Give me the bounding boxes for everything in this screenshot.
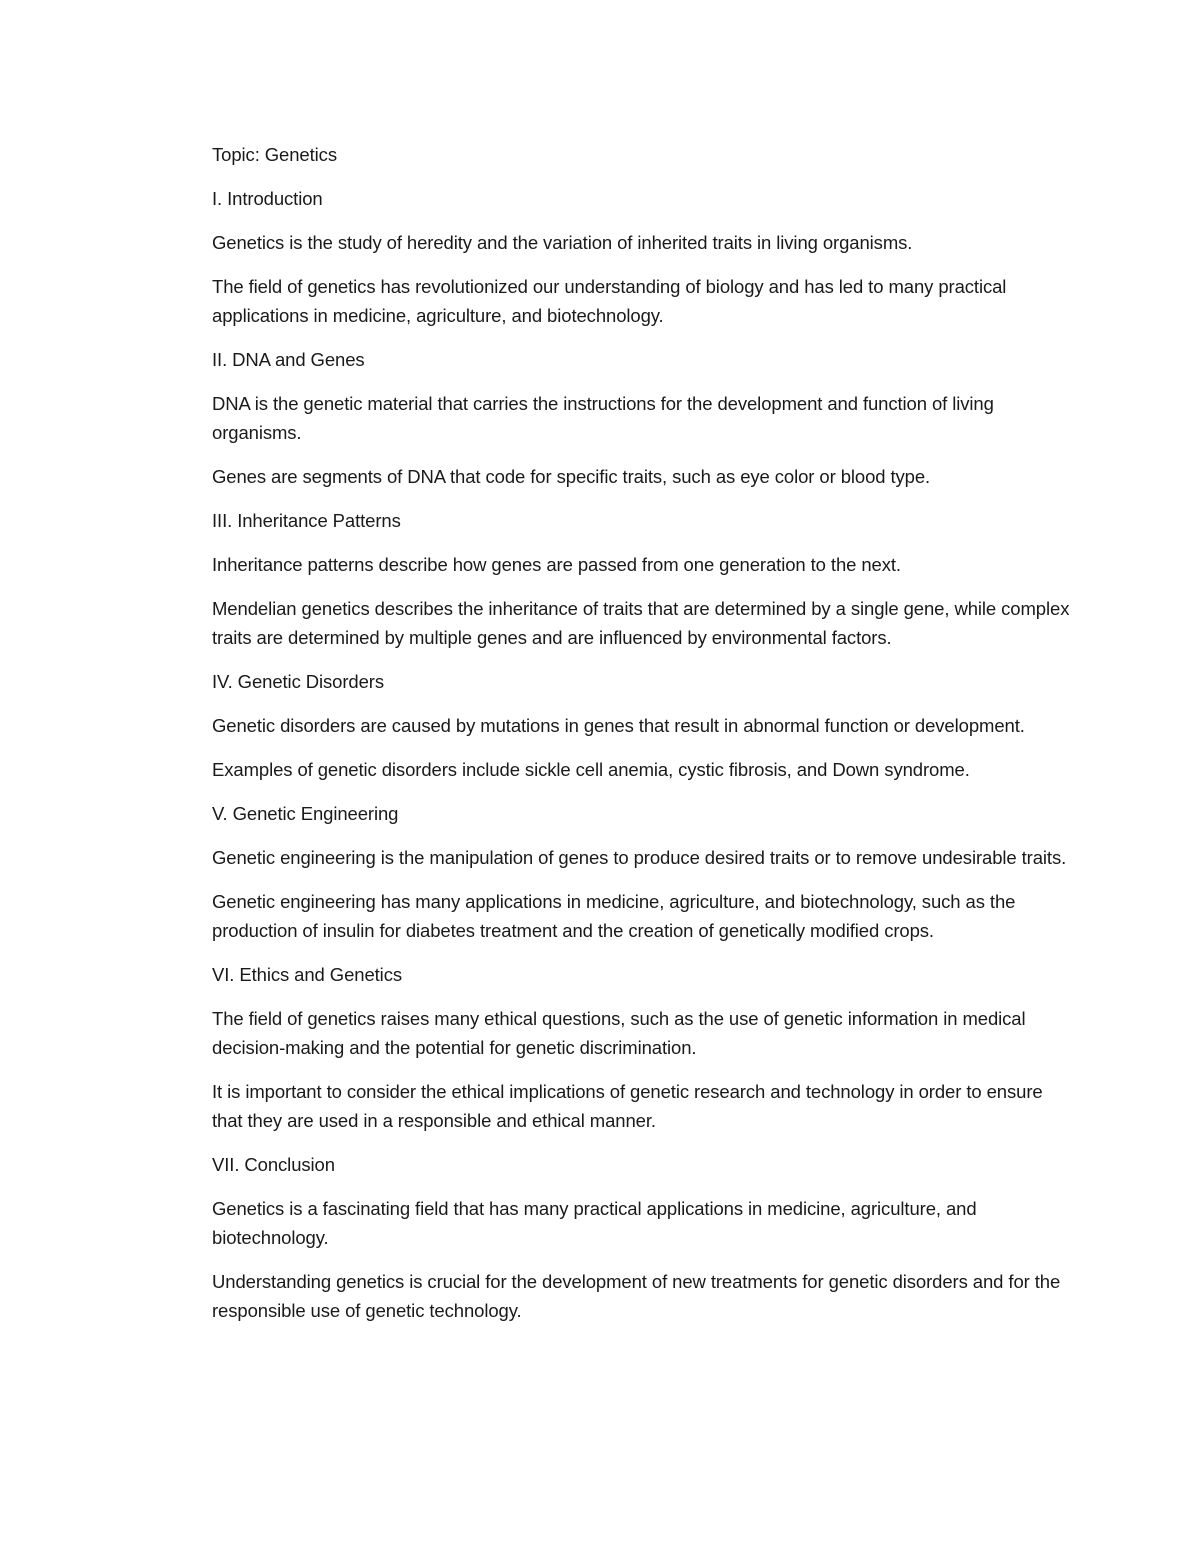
paragraph: The field of genetics has revolutionized our understanding of biology and has led to many practical applications in medicine, agriculture, and biotechnology. (212, 276, 1007, 326)
document-topic: Topic: Genetics (212, 144, 337, 165)
paragraph: It is important to consider the ethical implications of genetic research and technology in order to ensure that they are used in a responsible and ethical manner. (212, 1081, 1043, 1131)
paragraph: DNA is the genetic material that carries the instructions for the development and function of living organisms. (212, 393, 994, 443)
section-heading-introduction: I. Introduction (212, 188, 323, 209)
section-heading-genetic-disorders: IV. Genetic Disorders (212, 671, 385, 692)
paragraph: Genes are segments of DNA that code for specific traits, such as eye color or blood type. (212, 466, 931, 487)
paragraph: Examples of genetic disorders include sickle cell anemia, cystic fibrosis, and Down syndrome. (212, 759, 970, 780)
paragraph: The field of genetics raises many ethical questions, such as the use of genetic information in medical decision-making and the potential for genetic discrimination. (212, 1008, 1026, 1058)
paragraph: Understanding genetics is crucial for the development of new treatments for genetic disorders and for the responsible use of genetic technology. (212, 1271, 1061, 1321)
section-heading-genetic-engineering: V. Genetic Engineering (212, 803, 399, 824)
section-heading-inheritance-patterns: III. Inheritance Patterns (212, 510, 401, 531)
paragraph: Genetic engineering has many applications in medicine, agriculture, and biotechnology, such as the production of insulin for diabetes treatment and the creation of genetically modified crops. (212, 891, 1016, 941)
section-heading-conclusion: VII. Conclusion (212, 1154, 335, 1175)
paragraph: Mendelian genetics describes the inheritance of traits that are determined by a single gene, while complex traits are determined by multiple genes and are influenced by environmental factors. (212, 598, 1070, 648)
section-heading-dna-and-genes: II. DNA and Genes (212, 349, 365, 370)
paragraph: Inheritance patterns describe how genes are passed from one generation to the next. (212, 554, 901, 575)
paragraph: Genetics is the study of heredity and the variation of inherited traits in living organisms. (212, 232, 913, 253)
paragraph: Genetic disorders are caused by mutations in genes that result in abnormal function or development. (212, 715, 1025, 736)
section-heading-ethics-and-genetics: VI. Ethics and Genetics (212, 964, 402, 985)
paragraph: Genetics is a fascinating field that has many practical applications in medicine, agriculture, and biotechnology. (212, 1198, 977, 1248)
document-page (212, 140, 1072, 1340)
paragraph: Genetic engineering is the manipulation of genes to produce desired traits or to remove undesirable traits. (212, 847, 1067, 868)
